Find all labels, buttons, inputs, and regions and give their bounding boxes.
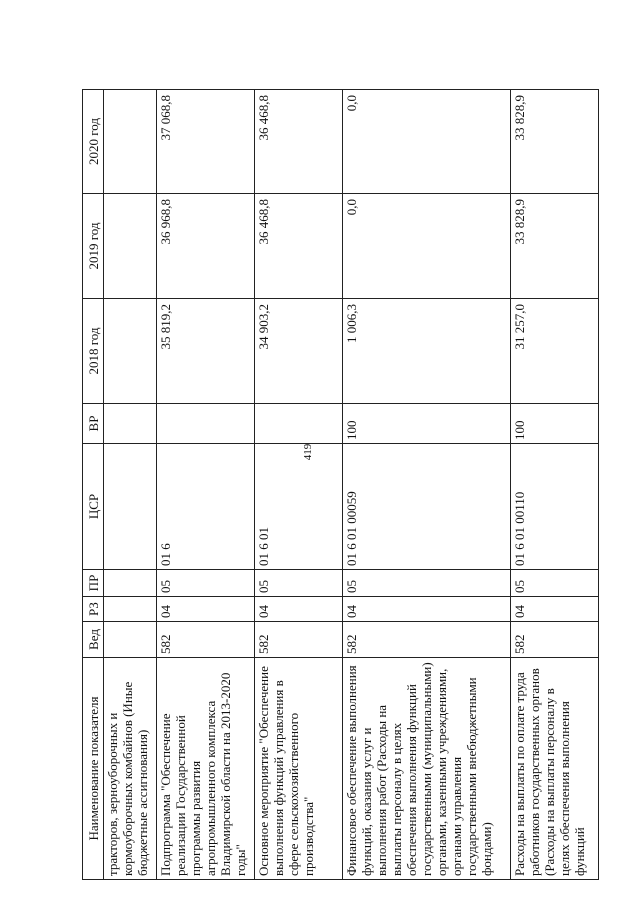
row-csr: 01 6 01 <box>255 444 343 570</box>
header-csr: ЦСР <box>83 444 104 570</box>
row-2019: 33 828,9 <box>510 194 598 299</box>
row-ved: 582 <box>255 622 343 658</box>
header-pr: ПР <box>83 570 104 597</box>
row-name: Основное мероприятие "Обеспечение выполнения функций управления в сфере сельскохозяйственного производства" <box>255 658 343 880</box>
row-rz: 04 <box>255 597 343 622</box>
table-row <box>510 90 598 880</box>
row-vr <box>157 404 255 444</box>
table-row <box>157 90 255 880</box>
row-2020 <box>104 90 157 194</box>
header-rz: РЗ <box>83 597 104 622</box>
header-2018: 2018 год <box>83 299 104 404</box>
row-2018: 1 006,3 <box>343 299 510 404</box>
row-2020: 36 468,8 <box>255 90 343 194</box>
row-ved <box>104 622 157 658</box>
row-ved: 582 <box>510 622 598 658</box>
table-row <box>104 90 157 880</box>
row-rz: 04 <box>343 597 510 622</box>
header-name: Наименование показателя <box>83 658 104 880</box>
row-csr: 01 6 <box>157 444 255 570</box>
row-vr: 100 <box>343 404 510 444</box>
row-rz: 04 <box>510 597 598 622</box>
page-number: 419 <box>302 443 314 461</box>
row-pr: 05 <box>510 570 598 597</box>
header-ved: Вед <box>83 622 104 658</box>
row-2020: 33 828,9 <box>510 90 598 194</box>
row-2019: 0,0 <box>343 194 510 299</box>
row-vr <box>104 404 157 444</box>
row-vr: 100 <box>510 404 598 444</box>
row-csr <box>104 444 157 570</box>
header-2019: 2019 год <box>83 194 104 299</box>
row-pr: 05 <box>343 570 510 597</box>
row-2018: 31 257,0 <box>510 299 598 404</box>
row-name: Подпрограмма "Обеспечение реализации Государственной программы развития агропромышленного комплекса Владимирской области на 2013-2020 годы" <box>157 658 255 880</box>
row-name: Расходы на выплаты по оплате труда работников государственных органов (Расходы на выплаты персоналу в целях обеспечения выполнения функций <box>510 658 598 880</box>
row-rz: 04 <box>157 597 255 622</box>
row-2019: 36 468,8 <box>255 194 343 299</box>
row-2019: 36 968,8 <box>157 194 255 299</box>
table-row <box>343 90 510 880</box>
row-csr: 01 6 01 00059 <box>343 444 510 570</box>
row-vr <box>255 404 343 444</box>
table-header-row <box>83 90 104 880</box>
row-2018 <box>104 299 157 404</box>
row-ved: 582 <box>157 622 255 658</box>
row-2019 <box>104 194 157 299</box>
row-rz <box>104 597 157 622</box>
row-csr: 01 6 01 00110 <box>510 444 598 570</box>
row-2018: 35 819,2 <box>157 299 255 404</box>
row-pr <box>104 570 157 597</box>
row-pr: 05 <box>157 570 255 597</box>
header-vr: ВР <box>83 404 104 444</box>
row-name: Финансовое обеспечение выполнения функций, оказания услуг и выполнения работ (Расходы на выплаты персоналу в целях обеспечения выполнения функций государственными (муниципальными) органами, казенными учреждениями, органами управления государственными внебюджетными фондами) <box>343 658 510 880</box>
row-2020: 37 068,8 <box>157 90 255 194</box>
row-name: тракторов, зерноуборочных и кормоуборочных комбайнов (Иные бюджетные ассигнования) <box>104 658 157 880</box>
row-pr: 05 <box>255 570 343 597</box>
budget-table <box>82 89 599 880</box>
row-ved: 582 <box>343 622 510 658</box>
row-2020: 0,0 <box>343 90 510 194</box>
row-2018: 34 903,2 <box>255 299 343 404</box>
table-row <box>255 90 343 880</box>
header-2020: 2020 год <box>83 90 104 194</box>
budget-table-rotated <box>82 90 599 880</box>
